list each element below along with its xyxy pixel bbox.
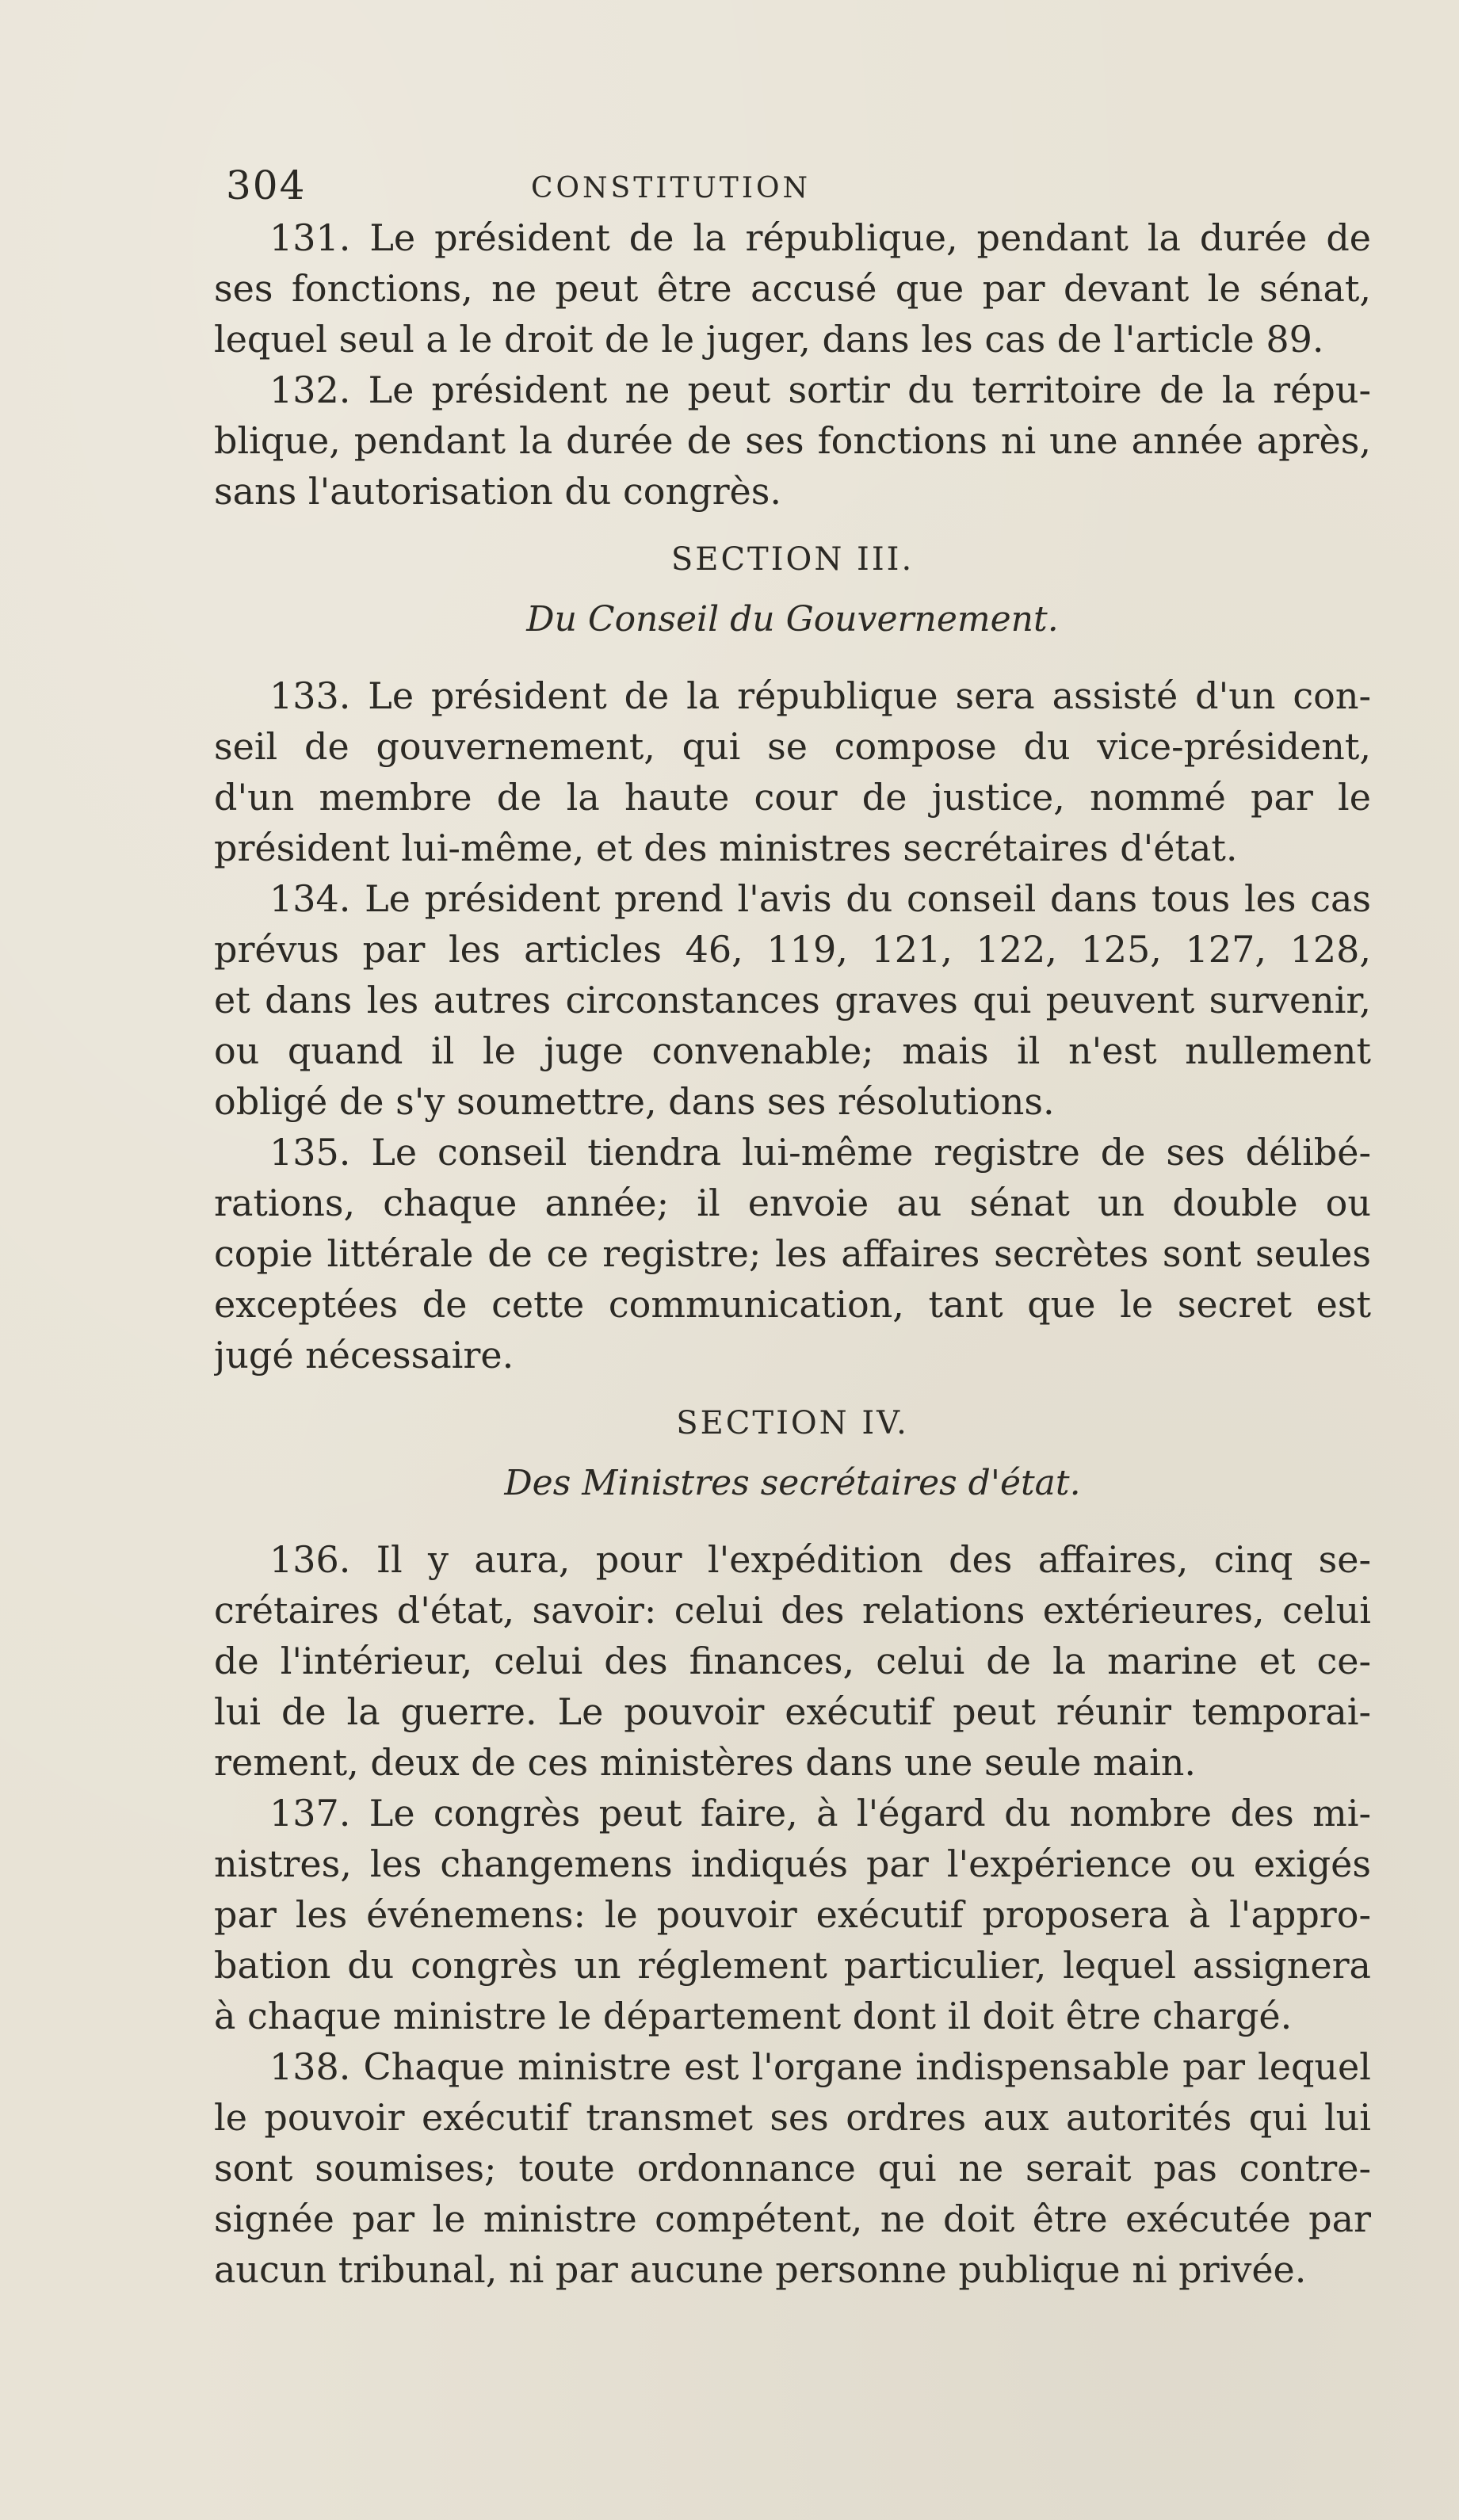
article-134-line-5: obligé de s'y soumettre, dans ses résolutions. bbox=[214, 1080, 1055, 1123]
article-136-line-2: crétaires d'état, savoir: celui des relations extérieures, celui bbox=[214, 1589, 1371, 1632]
article-131-line-3: lequel seul a le droit de le juger, dans les cas de l'article 89. bbox=[214, 318, 1324, 361]
article-138-line-5: aucun tribunal, ni par aucune personne publique ni privée. bbox=[214, 2248, 1307, 2291]
article-132-line-1: 132. Le président ne peut sortir du territoire de la répu- bbox=[269, 368, 1371, 411]
article-138-line-1: 138. Chaque ministre est l'organe indispensable par lequel bbox=[269, 2045, 1371, 2088]
section-4-subtitle: Des Ministres secrétaires d'état. bbox=[504, 1463, 1081, 1503]
article-137-line-1: 137. Le congrès peut faire, à l'égard du nombre des mi- bbox=[269, 1792, 1371, 1835]
article-136-line-3: de l'intérieur, celui des finances, celui de la marine et ce- bbox=[214, 1640, 1371, 1682]
running-title: CONSTITUTION bbox=[531, 172, 812, 204]
article-132-line-2: blique, pendant la durée de ses fonctions ni une année après, bbox=[214, 419, 1371, 462]
article-137-line-2: nistres, les changemens indiqués par l'expérience ou exigés bbox=[214, 1842, 1371, 1885]
article-138-line-4: signée par le ministre compétent, ne doit être exécutée par bbox=[214, 2197, 1371, 2240]
article-135-line-4: exceptées de cette communication, tant que le secret est bbox=[214, 1283, 1371, 1326]
section-3-heading: SECTION III. bbox=[670, 541, 915, 578]
article-137-line-4: bation du congrès un réglement particulier, lequel assignera bbox=[214, 1944, 1371, 1987]
article-136-line-4: lui de la guerre. Le pouvoir exécutif peut réunir temporai- bbox=[214, 1690, 1371, 1733]
page-number: 304 bbox=[226, 162, 307, 208]
article-131-line-1: 131. Le président de la république, pendant la durée de bbox=[269, 216, 1371, 259]
article-133-line-1: 133. Le président de la république sera assisté d'un con- bbox=[269, 674, 1371, 717]
article-133-line-4: président lui-même, et des ministres secrétaires d'état. bbox=[214, 827, 1238, 869]
article-136-line-1: 136. Il y aura, pour l'expédition des affaires, cinq se- bbox=[269, 1538, 1371, 1581]
page-header bbox=[226, 162, 1367, 210]
article-137-line-5: à chaque ministre le département dont il doit être chargé. bbox=[214, 1995, 1293, 2037]
article-135-line-3: copie littérale de ce registre; les affaires secrètes sont seules bbox=[214, 1232, 1371, 1275]
article-133-line-3: d'un membre de la haute cour de justice, nommé par le bbox=[214, 776, 1371, 819]
article-136-line-5: rement, deux de ces ministères dans une seule main. bbox=[214, 1741, 1197, 1784]
article-135-line-1: 135. Le conseil tiendra lui-même registre de ses délibé- bbox=[269, 1131, 1371, 1174]
article-137-line-3: par les événemens: le pouvoir exécutif proposera à l'appro- bbox=[214, 1893, 1371, 1936]
article-134-line-4: ou quand il le juge convenable; mais il n'est nullement bbox=[214, 1029, 1371, 1072]
article-135-line-2: rations, chaque année; il envoie au sénat un double ou bbox=[214, 1182, 1371, 1224]
article-134-line-3: et dans les autres circonstances graves qui peuvent survenir, bbox=[214, 979, 1371, 1021]
article-131-line-2: ses fonctions, ne peut être accusé que par devant le sénat, bbox=[214, 267, 1371, 310]
article-134-line-2: prévus par les articles 46, 119, 121, 122, 125, 127, 128, bbox=[214, 928, 1371, 971]
article-134-line-1: 134. Le président prend l'avis du conseil dans tous les cas bbox=[269, 877, 1371, 920]
page-body bbox=[214, 212, 1371, 2295]
article-133-line-2: seil de gouvernement, qui se compose du vice-président, bbox=[214, 725, 1371, 768]
article-138-line-3: sont soumises; toute ordonnance qui ne serait pas contre- bbox=[214, 2147, 1371, 2190]
article-135-line-5: jugé nécessaire. bbox=[214, 1334, 514, 1376]
section-3-subtitle: Du Conseil du Gouvernement. bbox=[526, 599, 1059, 640]
article-138-line-2: le pouvoir exécutif transmet ses ordres aux autorités qui lui bbox=[214, 2096, 1371, 2139]
section-4-heading: SECTION IV. bbox=[676, 1405, 909, 1441]
article-132-line-3: sans l'autorisation du congrès. bbox=[214, 470, 782, 513]
